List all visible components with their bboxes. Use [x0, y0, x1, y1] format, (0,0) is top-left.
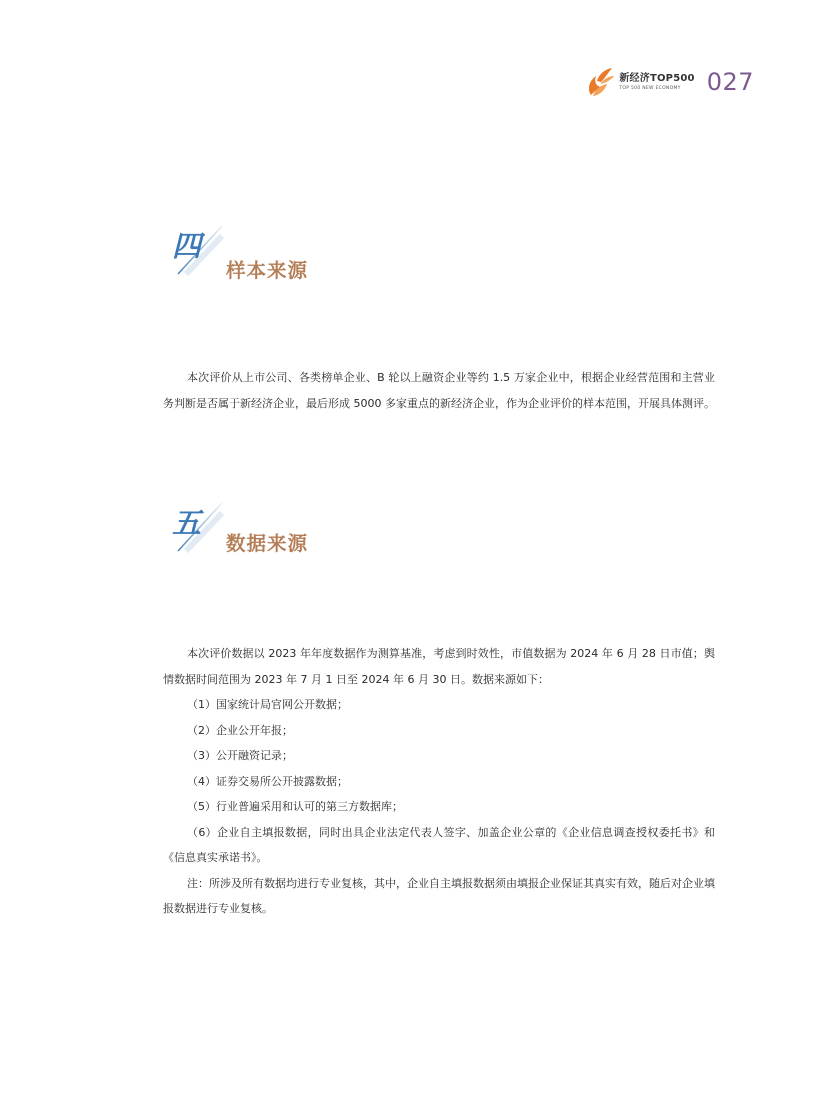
list-item: （6）企业自主填报数据，同时出具企业法定代表人签字、加盖企业公章的《企业信息调查授权委托书》和《信息真实承诺书》。 — [163, 825, 715, 864]
section-numeral: 四 — [172, 229, 202, 263]
section5-body — [163, 641, 715, 922]
section-numeral-badge — [168, 220, 230, 282]
section-title: 数据来源 — [226, 532, 309, 555]
section-title: 样本来源 — [226, 259, 309, 282]
paragraph: 本次评价数据以 2023 年年度数据作为测算基准，考虑到时效性，市值数据为 2024 年 6 月 28 日市值；舆情数据时间范围为 2023 年 7 月 1 日至 2024 年 6 月 30 日。数据来源如下： — [163, 647, 715, 686]
list-item: （1）国家统计局官网公开数据； — [187, 698, 348, 711]
paragraph: 本次评价从上市公司、各类榜单企业、B 轮以上融资企业等约 1.5 万家企业中，根据企业经营范围和主营业务判断是否属于新经济企业，最后形成 5000 多家重点的新经济企业，作为企业评价的样本范围，开展具体测评。 — [163, 371, 715, 410]
page-header — [585, 62, 754, 102]
brand-text — [619, 73, 694, 92]
list-item: （4）证券交易所公开披露数据； — [187, 774, 348, 788]
section-numeral-badge — [168, 497, 230, 559]
section4-body — [163, 365, 715, 416]
brand-name: 新经济TOP500 — [619, 72, 695, 84]
page-number: 027 — [706, 68, 754, 96]
note-paragraph: 注：所涉及所有数据均进行专业复核，其中，企业自主填报数据须由填报企业保证其真实有效，随后对企业填报数据进行专业复核。 — [163, 876, 715, 915]
section-numeral: 五 — [172, 506, 202, 540]
flame-logo-icon — [585, 65, 615, 99]
section-heading-5 — [168, 497, 468, 567]
section-heading-4 — [168, 220, 468, 290]
list-item: （3）公开融资记录； — [187, 749, 293, 762]
list-item: （2）企业公开年报； — [187, 723, 293, 737]
brand-subtitle: TOP 500 NEW ECONOMY — [619, 85, 681, 91]
list-item: （5）行业普遍采用和认可的第三方数据库； — [187, 800, 403, 813]
